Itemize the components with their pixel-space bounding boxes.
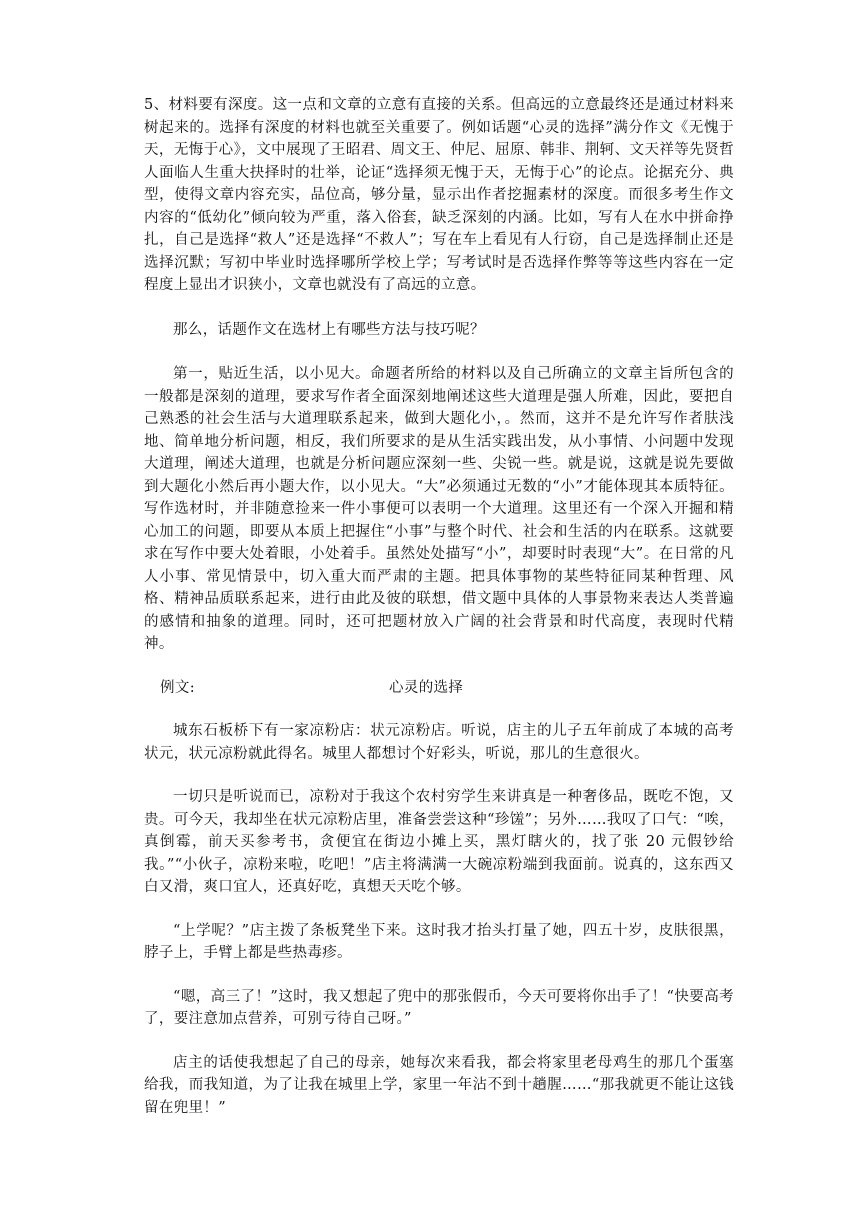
paragraph-story-4: “嗯，高三了！”这时，我又想起了兜中的那张假币，今天可要将你出手了！“快要高考了，要注意加点营养，可别亏待自己呀。” [144,988,734,1027]
paragraph-story-1: 城东石板桥下有一家凉粉店：状元凉粉店。听说，店主的儿子五年前成了本城的高考状元，状元凉粉就此得名。城里人都想讨个好彩头，听说，那儿的生意很火。 [144,723,734,762]
example-label: 例文: [160,679,195,696]
example-title: 心灵的选择 [389,679,464,696]
paragraph-story-3: “上学呢？”店主拨了条板凳坐下来。这时我才抬头打量了她，四五十岁，皮肤很黑，脖子上，手臂上都是些热毒疹。 [144,922,734,961]
paragraph-method-one: 第一，贴近生活，以小见大。命题者所给的材料以及自己所确立的文章主旨所包含的一般都是深刻的道理，要求写作者全面深刻地阐述这些大道理是强人所难，因此，要把自己熟悉的社会生活与大道理联系起来，做到大题化小，。然而，这并不是允许写作者肤浅地、简单地分析问题，相反，我们所要求的是从生活实践出发，从小事情、小问题中发现大道理，阐述大道理，也就是分析问题应深刻一些、尖锐一些。就是说，这就是说先要做到大题化小然后再小题大作，以小见大。“大”必须通过无数的“小”才能体现其本质特征。写作选材时，并非随意捡来一件小事便可以表明一个大道理。这里还有一个深入开掘和精心加工的问题，即要从本质上把握住“小事”与整个时代、社会和生活的内在联系。这就要求在写作中要大处着眼，小处着手。虽然处处描写“小”，却要时时表现“大”。在日常的凡人小事、常见情景中，切入重大而严肃的主题。把具体事物的某些特征同某种哲理、风格、精神品质联系起来，进行由此及彼的联想，借文题中具体的人事景物来表达人类普遍的感情和抽象的道理。同时，还可把题材放入广阔的社会背景和时代高度，表现时代精神。 [144,366,734,652]
paragraph-material-depth: 5、材料要有深度。这一点和文章的立意有直接的关系。但高远的立意最终还是通过材料来树起来的。选择有深度的材料也就至关重要了。例如话题“心灵的选择”满分作文《无愧于天，无悔于心》，文中展现了王昭君、周文王、仲尼、屈原、韩非、荆轲、文天祥等先贤哲人面临人生重大抉择时的壮举，论证“选择须无愧于天，无悔于心”的论点。论据充分、典型，使得文章内容充实，品位高，够分量，显示出作者挖掘素材的深度。而很多考生作文内容的“低幼化”倾向较为严重，落入俗套，缺乏深刻的内涵。比如，写有人在水中拼命挣扎，自己是选择“救人”还是选择“不救人”；写在车上看见有人行窃，自己是选择制止还是选择沉默；写初中毕业时选择哪所学校上学；写考试时是否选择作弊等等这些内容在一定程度上显出才识狭小，文章也就没有了高远的立意。 [144,97,734,293]
paragraph-story-2: 一切只是听说而已，凉粉对于我这个农村穷学生来讲真是一种奢侈品，既吃不饱，又贵。可今天，我却坐在状元凉粉店里，准备尝尝这种“珍馐”；另外……我叹了口气：“唉，真倒霉，前天买参考书，贪便宜在街边小摊上买，黑灯瞎火的，找了张 20 元假钞给我。”“小伙子，凉粉来啦，吃吧！”店主将满满一大碗凉粉端到我面前。说真的，这东西又白又滑，爽口宜人，还真好吃，真想天天吃个够。 [144,789,734,895]
paragraph-question: 那么，话题作文在选材上有哪些方法与技巧呢？ [173,321,485,338]
document-page [144,94,734,1119]
example-heading [144,677,734,700]
paragraph-story-5: 店主的话使我想起了自己的母亲，她每次来看我，都会将家里老母鸡生的那几个蛋塞给我，而我知道，为了让我在城里上学，家里一年沾不到十趟腥……“那我就更不能让这钱留在兜里！” [144,1054,734,1116]
